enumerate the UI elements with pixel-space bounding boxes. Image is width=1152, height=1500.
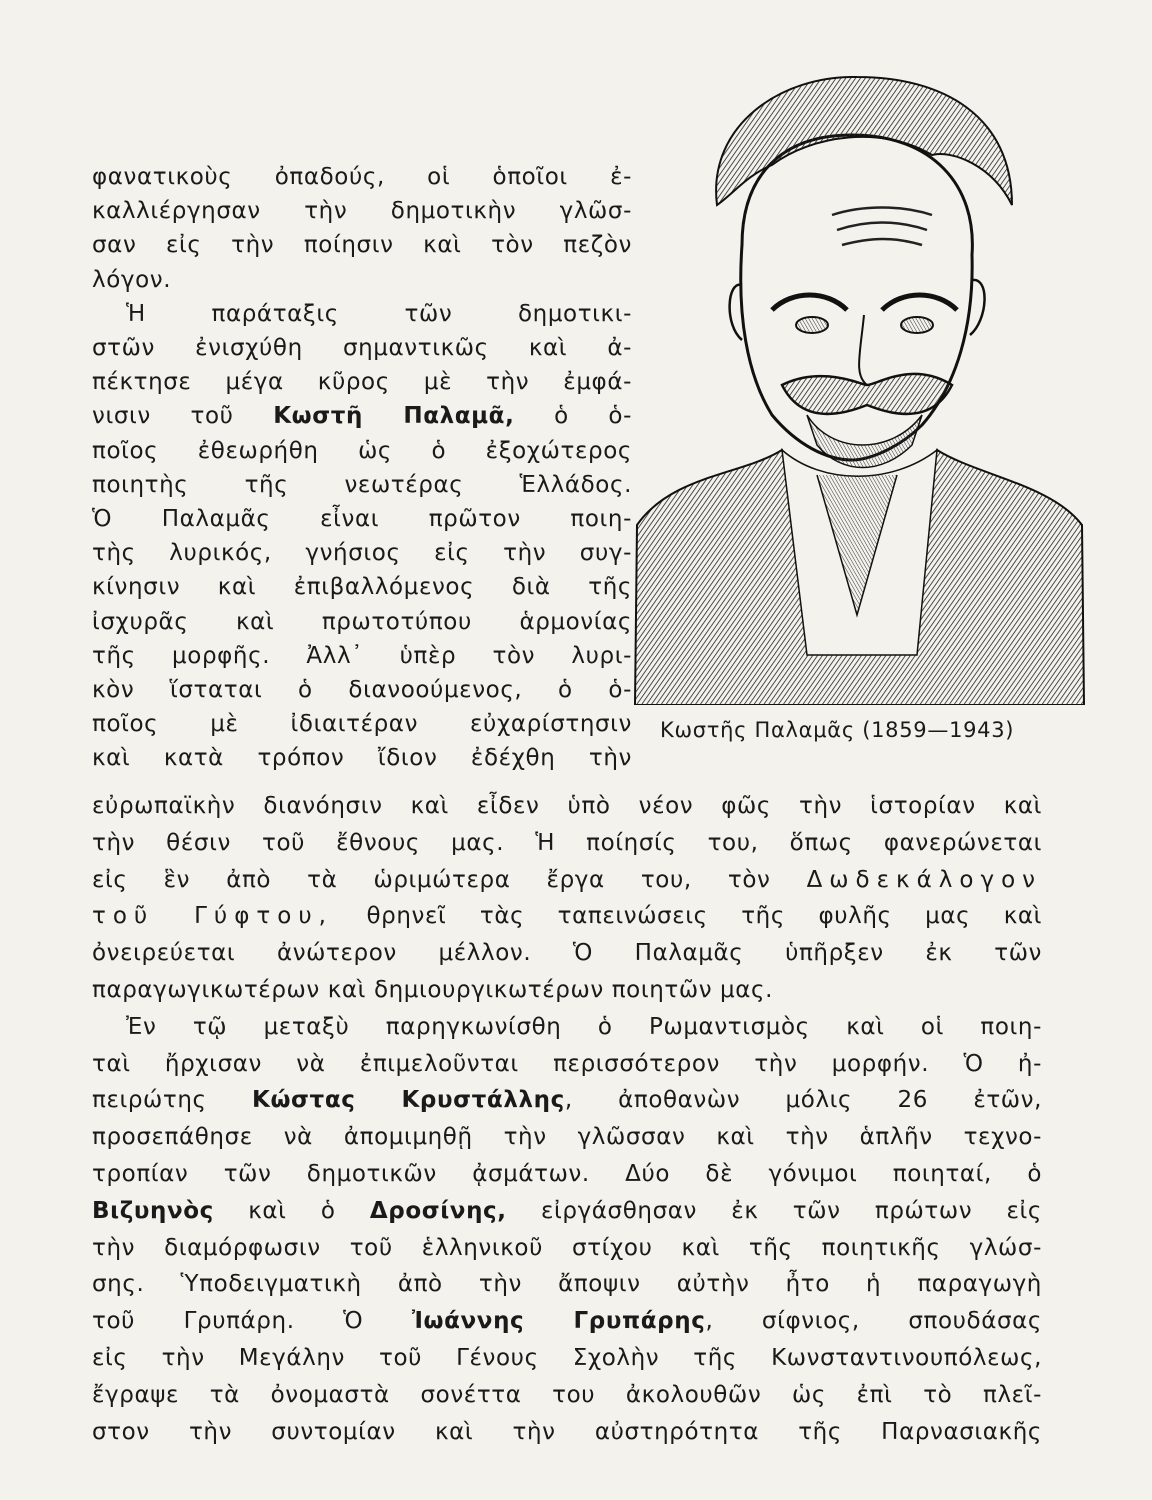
text-line [92,898,1042,935]
left-column-text [92,160,632,776]
text-line: εἰς τὴν Μεγάλην τοῦ Γένους Σχολὴν τῆς Κωνσταντινουπόλεως, [92,1344,1042,1371]
text-line: εὐρωπαϊκὴν διανόησιν καὶ εἶδεν ὑπὸ νέον φῶς τὴν ἱστορίαν καὶ [92,793,1042,819]
text-line: τὴς λυρικός, γνήσιος εἰς τὴν συγ- [92,540,632,567]
text-line: φανατικοὺς ὀπαδούς, οἱ ὁποῖοι ἐ- [92,164,632,190]
text-line: ἰσχυρᾶς καὶ πρωτοτύπου ἁρμονίας [92,608,632,635]
text-line: ταὶ ἤρχισαν νὰ ἐπιμελοῦνται περισσότερον τὴν μορφήν. Ὁ ἠ- [92,1050,1042,1077]
text-line: τὴν διαμόρφωσιν τοῦ ἑλληνικοῦ στίχου καὶ τῆς ποιητικῆς γλώσ- [92,1234,1042,1261]
text-line: σης. Ὑποδειγματικὴ ἀπὸ τὴν ἄποψιν αὐτὴν ἦτο ἡ παραγωγὴ [92,1271,1042,1298]
text-line: προσεπάθησε νὰ ἀπομιμηθῇ τὴν γλῶσσαν καὶ τὴν ἁπλῆν τεχνο- [92,1124,1042,1151]
text-run: ὁ ὁ- [514,403,632,430]
portrait-caption: Κωστῆς Παλαμᾶς (1859—1943) [660,718,1015,742]
text-run: νισιν τοῦ [92,403,274,430]
text-line: πέκτησε μέγα κῦρος μὲ τὴν ἐμφά- [92,369,632,396]
work-title: τοῦ Γύφτου, [92,903,333,930]
text-line [92,862,1042,899]
text-line: ποῖος ἐθεωρήθη ὡς ὁ ἐξοχώτερος [92,437,632,464]
work-title: Δωδεκάλογον [806,866,1042,893]
text-line [92,399,632,433]
poet-name: Κωστῆ Παλαμᾶ, [273,403,515,430]
text-line: ποῖος μὲ ἰδιαιτέραν εὐχαρίστησιν [92,711,632,738]
text-run: καὶ ὁ [213,1197,370,1224]
full-width-text [92,788,1042,1450]
text-line: σαν εἰς τὴν ποίησιν καὶ τὸν πεζὸν [92,232,632,259]
text-run: πειρώτης [92,1087,253,1114]
text-line: Ὁ Παλαμᾶς εἶναι πρῶτον ποιη- [92,506,632,533]
text-run: , σίφνιος, σπουδάσας [705,1308,1042,1335]
text-line: παραγωγικωτέρων καὶ δημιουργικωτέρων ποιητῶν μας. [92,976,774,1003]
poet-name: Ἰωάννης Γρυπάρης [411,1308,706,1335]
text-line: ὀνειρεύεται ἀνώτερον μέλλον. Ὁ Παλαμᾶς ὑπῆρξεν ἐκ τῶν [92,940,1042,967]
text-line: καὶ κατὰ τρόπον ἴδιον ἐδέχθη τὴν [92,745,632,772]
poet-name: Κώστας Κρυστάλλης [252,1087,565,1114]
text-line: Ἡ παράταξις τῶν δημοτικι- [126,300,632,327]
text-line: τροπίαν τῶν δημοτικῶν ᾀσμάτων. Δύο δὲ γόνιμοι ποιηταί, ὁ [92,1160,1042,1187]
text-run: τοῦ Γρυπάρη. Ὁ [92,1308,412,1335]
text-line: τὴν θέσιν τοῦ ἔθνους μας. Ἡ ποίησίς του, ὅπως φανερώνεται [92,829,1042,856]
text-line [92,1303,1042,1340]
text-line: κίνησιν καὶ ἐπιβαλλόμενος διὰ τῆς [92,574,632,601]
text-run: εἰργάσθησαν ἐκ τῶν πρώτων εἰς [506,1197,1042,1224]
text-line [92,1193,1042,1230]
text-line: τῆς μορφῆς. Ἀλλ᾽ ὑπὲρ τὸν λυρι- [92,642,632,669]
text-line: λόγον. [92,266,172,293]
poet-name: Βιζυηνὸς [92,1197,214,1224]
text-line: καλλιέργησαν τὴν δημοτικὴν γλῶσ- [92,198,632,225]
poet-name: Δροσίνης, [369,1197,507,1224]
text-run: , ἀποθανὼν μόλις 26 ἐτῶν, [564,1087,1043,1114]
text-line: στῶν ἐνισχύθη σημαντικῶς καὶ ἀ- [92,335,632,362]
text-run: θρηνεῖ τὰς ταπεινώσεις τῆς φυλῆς μας καὶ [332,903,1043,930]
text-line: στον τὴν συντομίαν καὶ τὴν αὐστηρότητα τῆς Παρνασιακῆς [92,1418,1042,1445]
text-line: ἔγραψε τὰ ὀνομαστὰ σονέττα του ἀκολουθῶν ὡς ἐπὶ τὸ πλεῖ- [92,1381,1042,1408]
text-run: εἰς ἓν ἀπὸ τὰ ὡριμώτερα ἔργα του, τὸν [92,866,807,893]
text-line: Ἐν τῷ μεταξὺ παρηγκωνίσθη ὁ Ρωμαντισμὸς καὶ οἱ ποιη- [126,1013,1042,1040]
portrait-illustration [632,55,1087,705]
text-line: κὸν ἵσταται ὁ διανοούμενος, ὁ ὁ- [92,677,632,704]
text-line [92,1082,1042,1119]
text-line: ποιητὴς τῆς νεωτέρας Ἑλλάδος. [92,471,632,498]
